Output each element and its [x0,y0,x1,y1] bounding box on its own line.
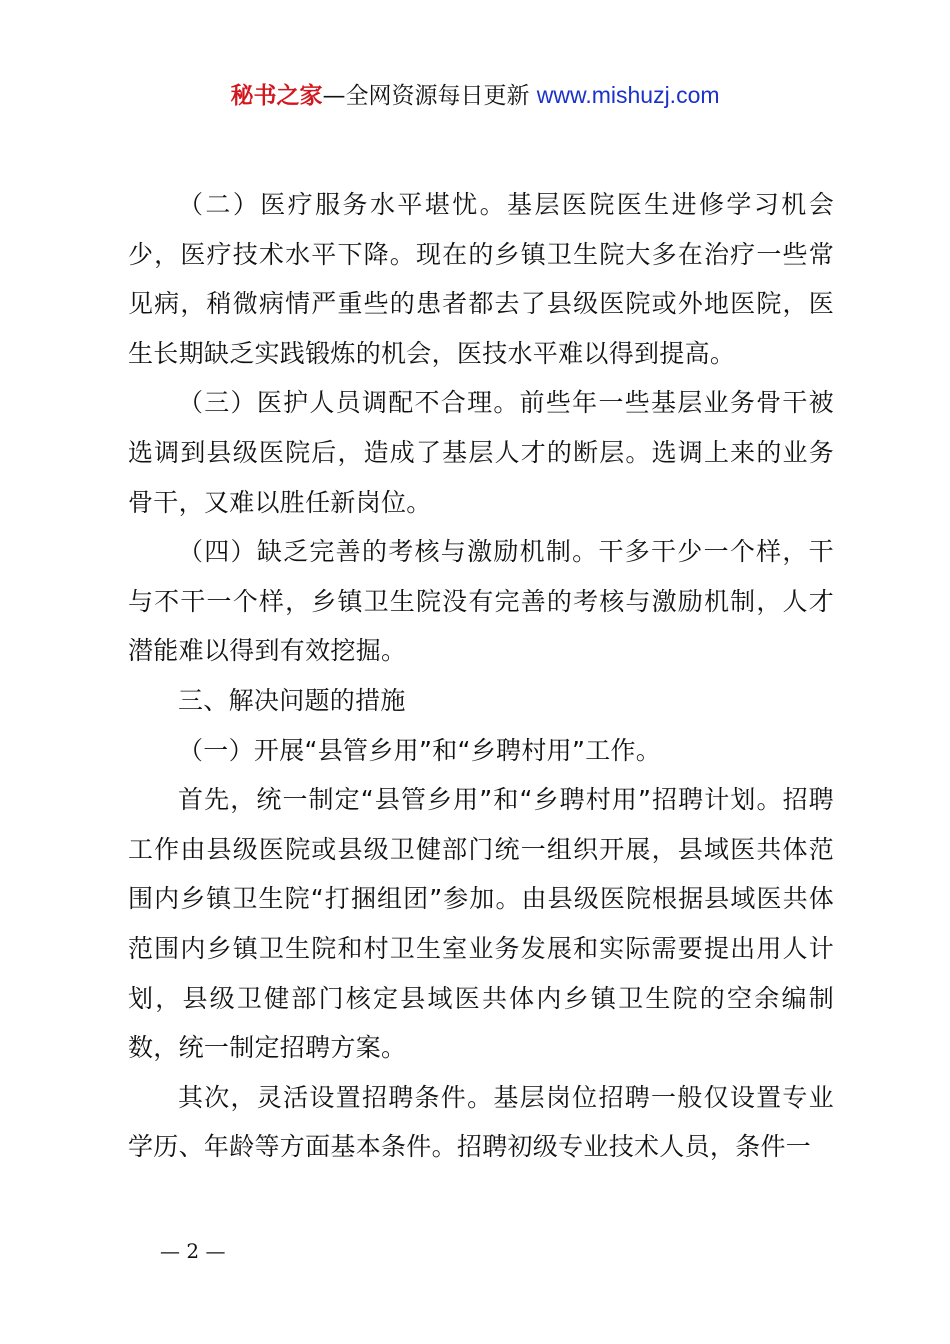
site-header [0,78,950,113]
site-url-link[interactable]: www.mishuzj.com [536,82,720,108]
paragraph-section-2-4: （四）缺乏完善的考核与激励机制。干多干少一个样，干与不干一个样，乡镇卫生院没有完善的考核与激励机制，人才潜能难以得到有效挖掘。 [128,537,834,666]
document-body [128,180,834,1172]
subsection-heading-3-1: （一）开展“县管乡用”和“乡聘村用”工作。 [178,735,662,765]
page-number: — 2 — [160,1239,226,1263]
paragraph-section-2-2: （二）医疗服务水平堪忧。基层医院医生进修学习机会少，医疗技术水平下降。现在的乡镇卫生院大多在治疗一些常见病，稍微病情严重些的患者都去了县级医院或外地医院，医生长期缺乏实践锻炼的机会，医技水平难以得到提高。 [128,190,834,368]
paragraph-first-measure: 首先，统一制定“县管乡用”和“乡聘村用”招聘计划。招聘工作由县级医院或县级卫健部门统一组织开展，县域医共体范围内乡镇卫生院“打捆组团”参加。由县级医院根据县域医共体范围内乡镇卫生院和村卫生室业务发展和实际需要提出用人计划，县级卫健部门核定县域医共体内乡镇卫生院的空余编制数，统一制定招聘方案。 [128,785,834,1063]
section-heading-3: 三、解决问题的措施 [178,685,406,715]
header-tagline: —全网资源每日更新 [322,83,530,109]
brand-name: 秘书之家 [230,83,323,109]
paragraph-section-2-3: （三）医护人员调配不合理。前些年一些基层业务骨干被选调到县级医院后，造成了基层人才的断层。选调上来的业务骨干，又难以胜任新岗位。 [128,388,834,517]
paragraph-second-measure: 其次，灵活设置招聘条件。基层岗位招聘一般仅设置专业学历、年龄等方面基本条件。招聘初级专业技术人员，条件一 [128,1082,834,1162]
